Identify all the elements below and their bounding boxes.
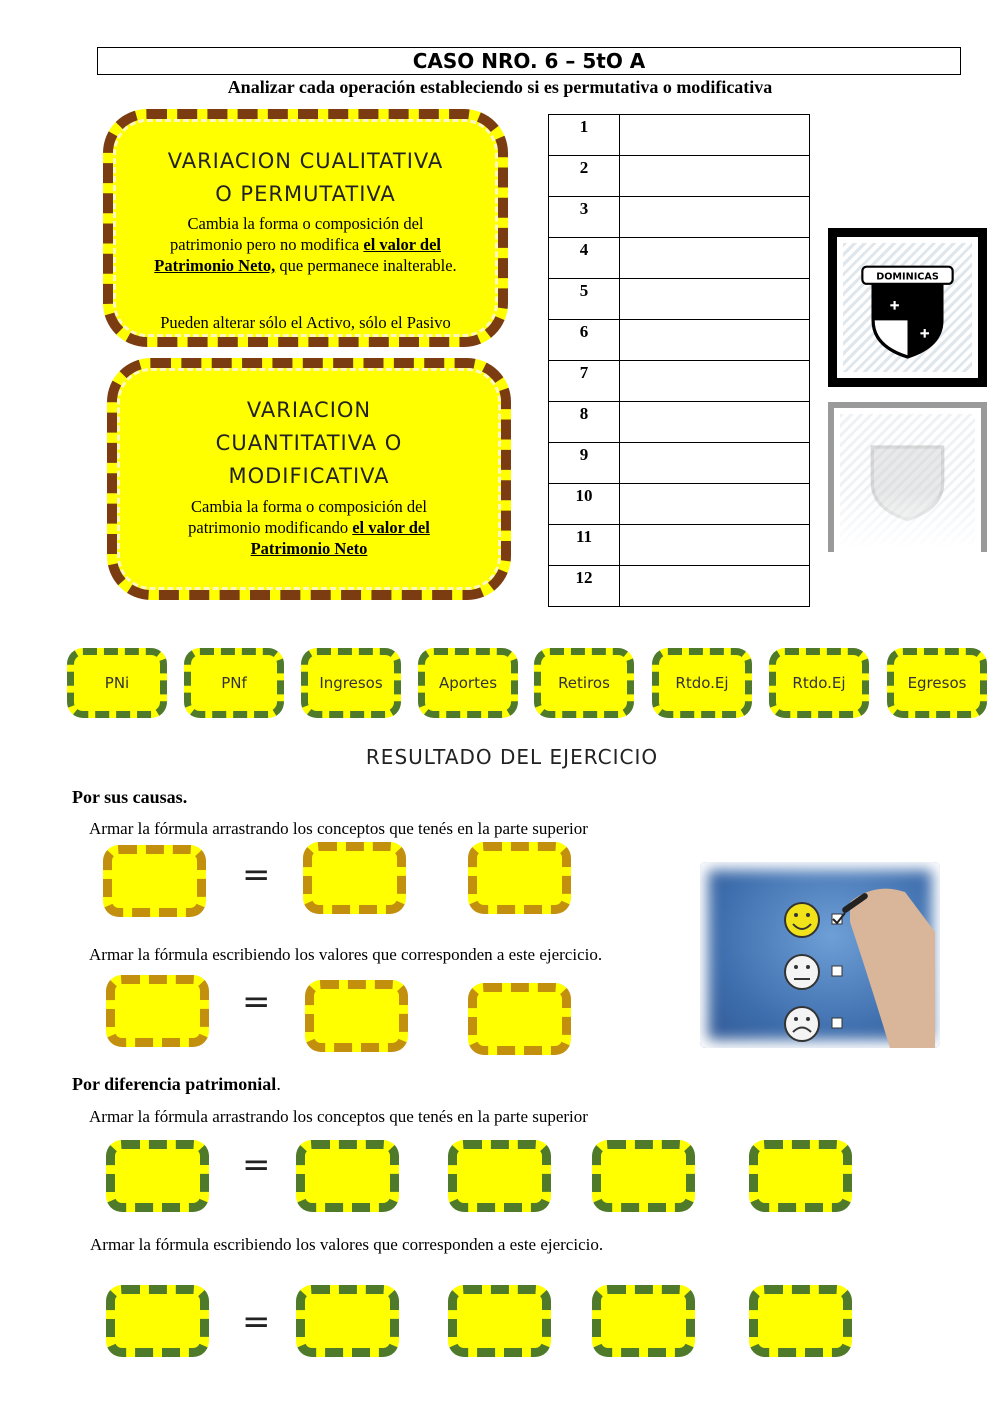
concept-chip-aportes[interactable]: Aportes: [418, 648, 518, 718]
answer-number: 12: [549, 566, 620, 607]
answer-row: [549, 525, 810, 566]
answer-input-cell[interactable]: [620, 484, 810, 525]
concept-chip-rtdoej[interactable]: Rtdo.Ej: [769, 648, 869, 718]
school-logo: [828, 228, 987, 387]
answer-row: [549, 115, 810, 156]
by-difference-drag-instruction: Armar la fórmula arrastrando los conceptos que tenés en la parte superior: [89, 1107, 588, 1126]
by-difference-title: Por diferencia patrimonial.: [72, 1074, 281, 1094]
page-subtitle: Analizar cada operación estableciendo si es permutativa o modificativa: [227, 77, 773, 97]
answer-input-cell[interactable]: [620, 566, 810, 607]
shield-icon: [843, 243, 972, 372]
answer-row: [549, 566, 810, 607]
by-difference-write-instruction: Armar la fórmula escribiendo los valores que corresponden a este ejercicio.: [90, 1235, 604, 1254]
card-quantitative-title-2: CUANTITATIVA O: [215, 431, 403, 455]
card-qualitative-note: Pueden alterar sólo el Activo, sólo el Pasivo: [160, 313, 451, 332]
answer-row: [549, 156, 810, 197]
answer-row: [549, 320, 810, 361]
answer-number: 6: [549, 320, 620, 361]
card-qualitative-text: Cambia la forma o composición del patrimonio pero no modifica el valor del Patrimonio Neto, que permanece inalterable.: [154, 214, 457, 275]
causes-write-slot-result[interactable]: [106, 975, 209, 1047]
equals-sign: =: [242, 1302, 271, 1342]
concept-chip-rtdoej[interactable]: Rtdo.Ej: [652, 648, 752, 718]
card-quantitative-title-3: MODIFICATIVA: [228, 464, 390, 488]
difference-drag-slot-2[interactable]: [448, 1140, 551, 1212]
answer-number: 4: [549, 238, 620, 279]
equals-sign: =: [242, 1145, 271, 1185]
concept-chip-pni[interactable]: PNi: [67, 648, 167, 718]
answer-row: [549, 361, 810, 402]
svg-text:DOMINICAS: DOMINICAS: [876, 271, 939, 283]
difference-drag-slot-3[interactable]: [592, 1140, 695, 1212]
answer-number: 9: [549, 443, 620, 484]
equals-sign: =: [242, 982, 271, 1022]
answer-row: [549, 279, 810, 320]
difference-write-slot-2[interactable]: [448, 1285, 551, 1357]
card-quantitative: [107, 358, 511, 600]
causes-write-slot-1[interactable]: [305, 980, 408, 1052]
answer-input-cell[interactable]: [620, 402, 810, 443]
answer-row: [549, 484, 810, 525]
answer-number: 3: [549, 197, 620, 238]
card-qualitative-title-1: VARIACION CUALITATIVA: [167, 149, 444, 173]
results-heading: RESULTADO DEL EJERCICIO: [365, 745, 659, 769]
concept-chip-egresos[interactable]: Egresos: [887, 648, 987, 718]
by-causes-title: Por sus causas.: [72, 787, 188, 807]
concept-chip-pnf[interactable]: PNf: [184, 648, 284, 718]
causes-write-slot-2[interactable]: [468, 983, 571, 1055]
answer-row: [549, 443, 810, 484]
causes-drag-slot-result[interactable]: [103, 845, 206, 917]
card-quantitative-text: Cambia la forma o composición del patrimonio modificando el valor del Patrimonio Neto: [188, 497, 430, 558]
difference-write-slot-1[interactable]: [296, 1285, 399, 1357]
answer-number: 1: [549, 115, 620, 156]
answer-input-cell[interactable]: [620, 115, 810, 156]
difference-drag-slot-result[interactable]: [106, 1140, 209, 1212]
answer-input-cell[interactable]: [620, 156, 810, 197]
difference-write-slot-result[interactable]: [106, 1285, 209, 1357]
difference-drag-slot-4[interactable]: [749, 1140, 852, 1212]
answer-input-cell[interactable]: [620, 443, 810, 484]
by-causes-write-instruction: Armar la fórmula escribiendo los valores que corresponden a este ejercicio.: [89, 945, 603, 964]
causes-drag-slot-1[interactable]: [303, 842, 406, 914]
concept-chip-retiros[interactable]: Retiros: [534, 648, 634, 718]
causes-drag-slot-2[interactable]: [468, 842, 571, 914]
answer-number: 7: [549, 361, 620, 402]
page-title: CASO NRO. 6 – 5tO A: [97, 47, 961, 75]
answer-number: 5: [549, 279, 620, 320]
concept-chip-ingresos[interactable]: Ingresos: [301, 648, 401, 718]
answer-number: 2: [549, 156, 620, 197]
answer-number: 8: [549, 402, 620, 443]
answer-input-cell[interactable]: [620, 525, 810, 566]
answers-table: [548, 114, 810, 607]
difference-drag-slot-1[interactable]: [296, 1140, 399, 1212]
answer-number: 10: [549, 484, 620, 525]
answer-input-cell[interactable]: [620, 279, 810, 320]
school-logo-reflection: [828, 402, 987, 552]
smiley-faces-icon: [700, 862, 940, 1048]
answer-input-cell[interactable]: [620, 320, 810, 361]
answer-number: 11: [549, 525, 620, 566]
satisfaction-photo: [700, 862, 940, 1048]
by-causes-drag-instruction: Armar la fórmula arrastrando los conceptos que tenés en la parte superior: [89, 819, 588, 838]
answer-input-cell[interactable]: [620, 361, 810, 402]
card-qualitative-title-2: O PERMUTATIVA: [215, 182, 396, 206]
answer-input-cell[interactable]: [620, 197, 810, 238]
card-quantitative-title-1: VARIACION: [246, 398, 372, 422]
equals-sign: =: [242, 855, 271, 895]
answer-input-cell[interactable]: [620, 238, 810, 279]
answer-row: [549, 402, 810, 443]
difference-write-slot-3[interactable]: [592, 1285, 695, 1357]
answer-row: [549, 238, 810, 279]
difference-write-slot-4[interactable]: [749, 1285, 852, 1357]
answer-row: [549, 197, 810, 238]
card-qualitative: [103, 109, 508, 347]
